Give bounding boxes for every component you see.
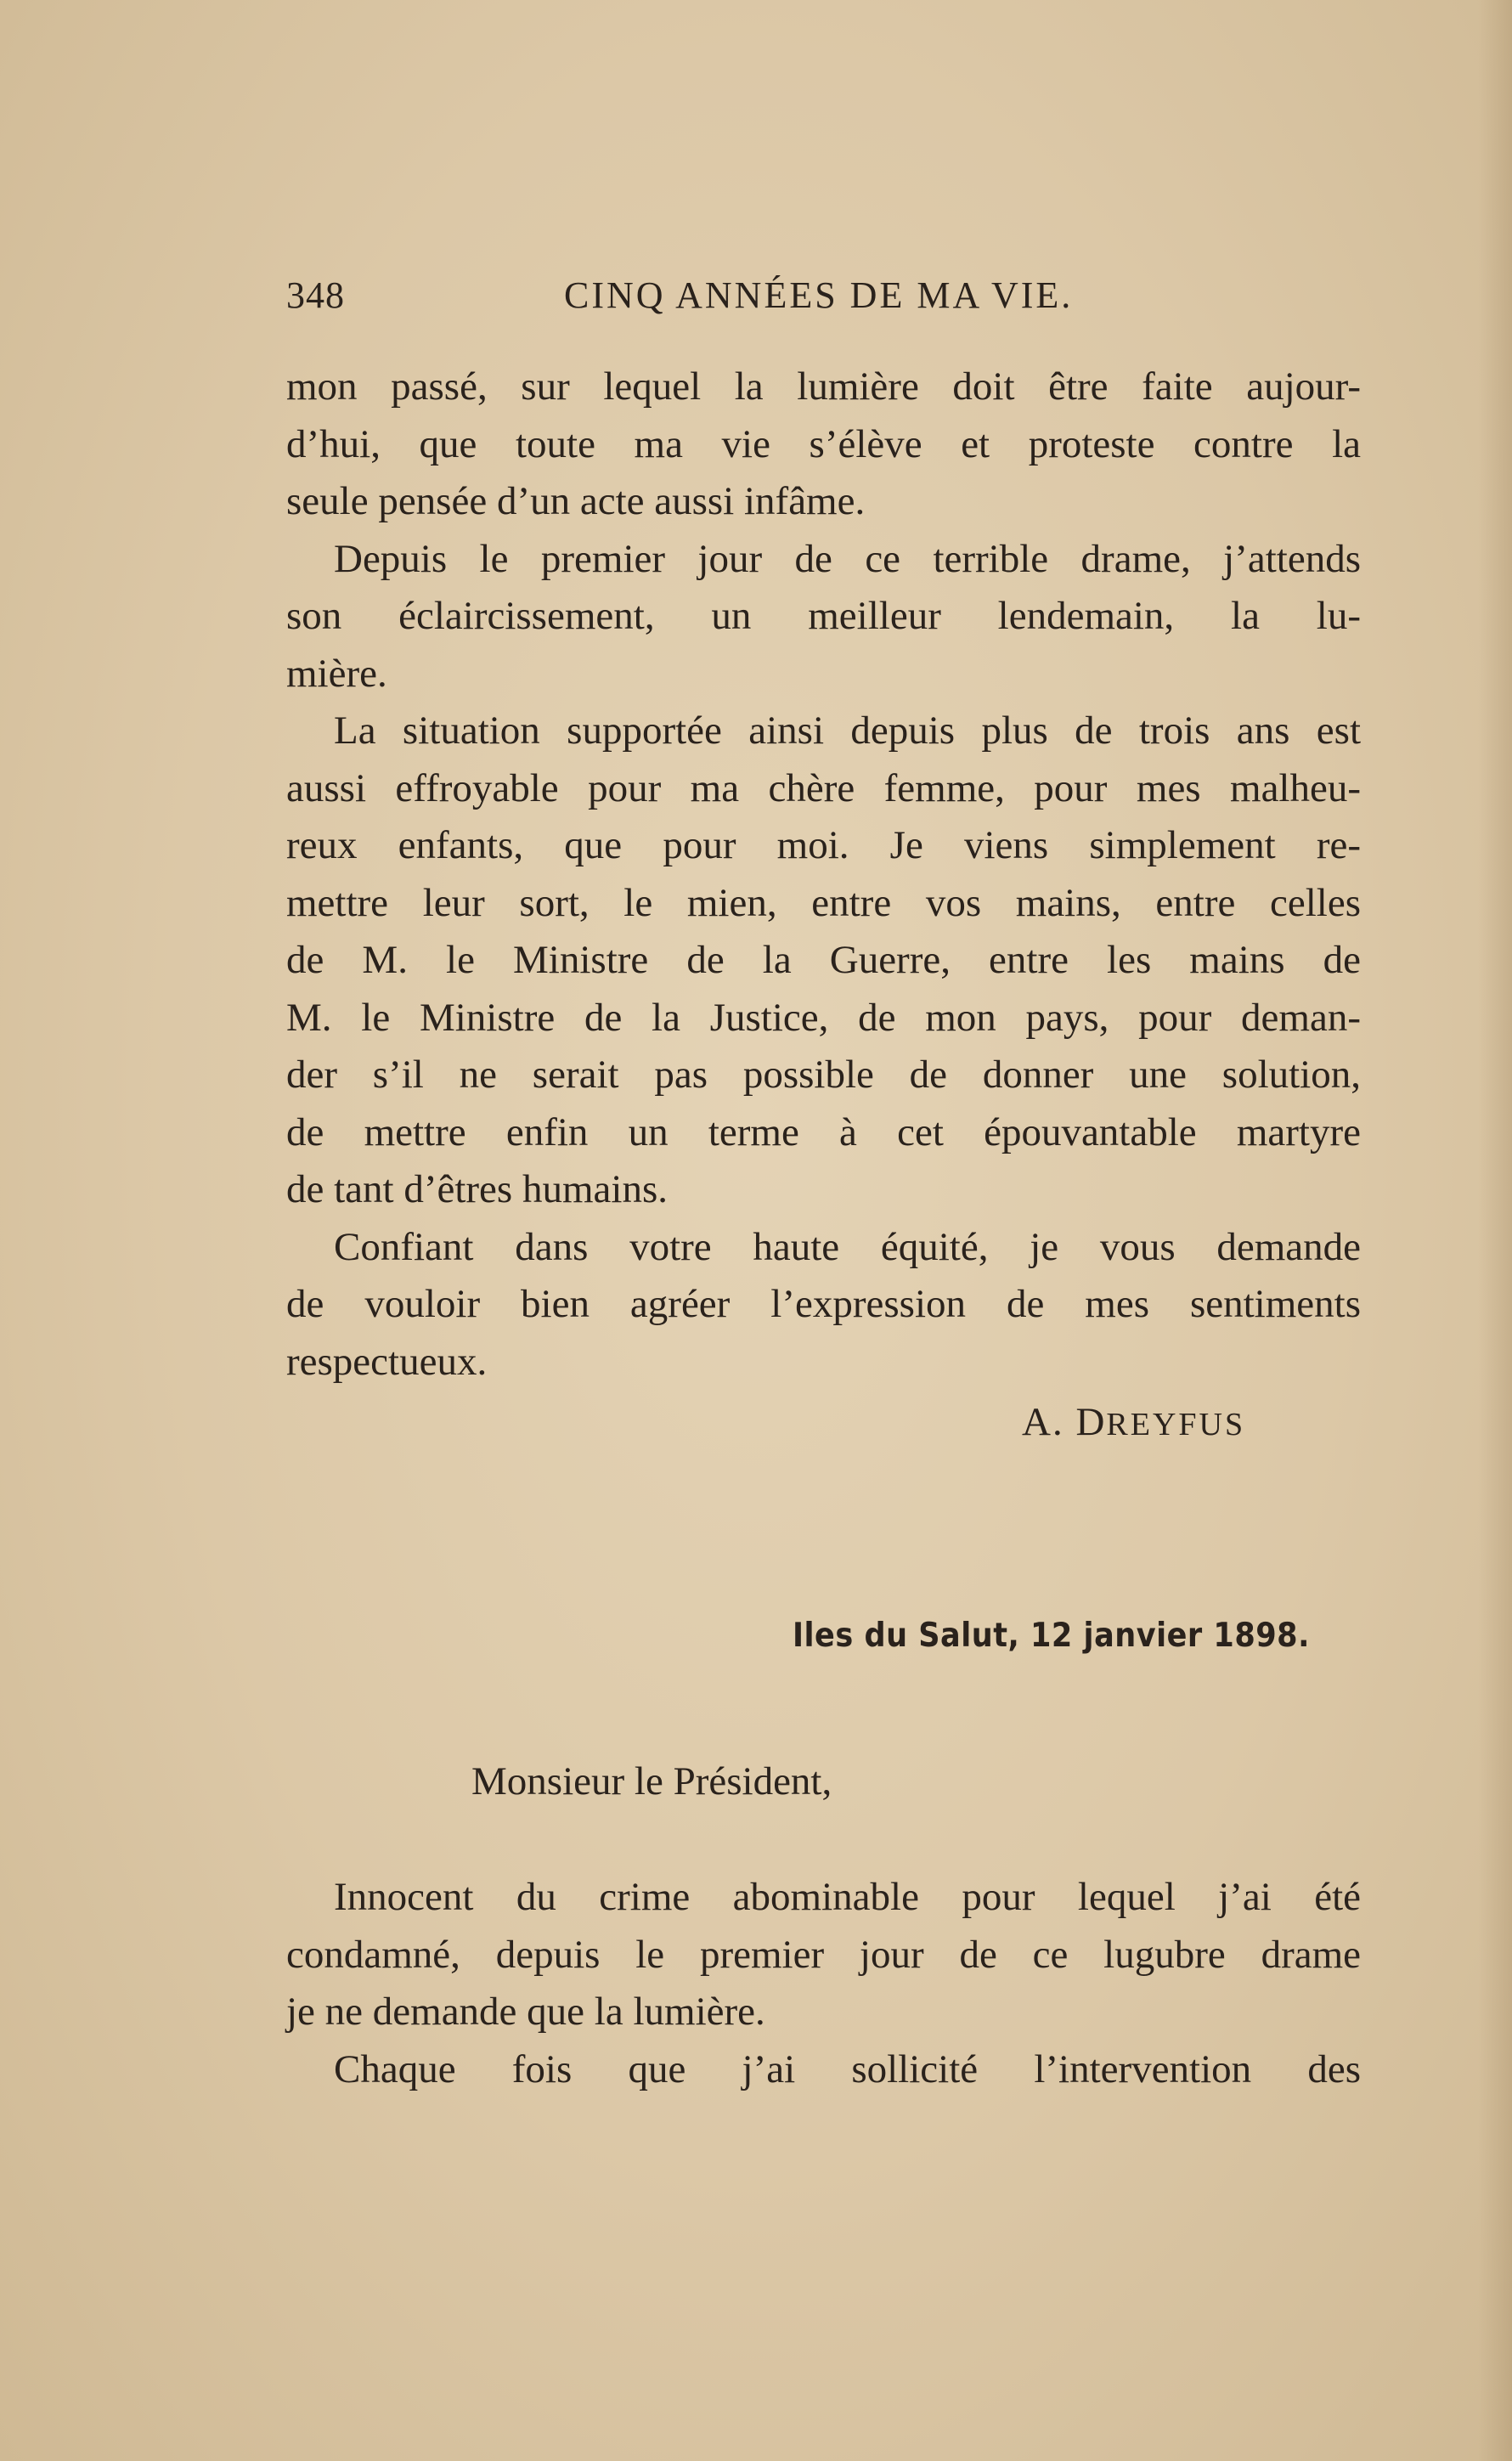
text-line: der s’il ne serait pas possible de donner une solution, — [286, 1053, 1361, 1097]
text-line: Depuis le premier jour de ce terrible drame, j’attends — [334, 536, 1361, 581]
text-line: d’hui, que toute ma vie s’élève et proteste contre la — [286, 421, 1361, 466]
text-line: condamné, depuis le premier jour de ce lugubre drame — [286, 1932, 1361, 1977]
text-line: Confiant dans votre haute équité, je vous demande — [334, 1224, 1361, 1269]
text-line: Chaque fois que j’ai sollicité l’intervention des — [334, 2046, 1361, 2091]
text-line: de tant d’êtres humains. — [286, 1167, 668, 1211]
letter-body-previous — [286, 358, 1361, 1391]
text-line: reux enfants, que pour moi. Je viens simplement re- — [286, 823, 1361, 867]
text-line: de vouloir bien agréer l’expression de mes sentiments — [286, 1282, 1361, 1326]
dateline: Iles du Salut, 12 janvier 1898. — [793, 1617, 1310, 1655]
signature-surname: REYFUS — [1106, 1407, 1246, 1442]
text-line: M. le Ministre de la Justice, de mon pays, pour deman- — [286, 995, 1361, 1040]
running-title: CINQ ANNÉES DE MA VIE. — [564, 274, 1074, 316]
text-line: son éclaircissement, un meilleur lendemain, la lu- — [286, 594, 1361, 638]
page-header — [286, 274, 1361, 325]
text-line: aussi effroyable pour ma chère femme, pour mes malheu- — [286, 765, 1361, 810]
letter-body-new — [286, 1869, 1361, 2098]
text-line: Innocent du crime abominable pour lequel j’ai été — [334, 1875, 1361, 1919]
text-line: La situation supportée ainsi depuis plus de trois ans est — [334, 708, 1361, 753]
text-line: de M. le Ministre de la Guerre, entre les mains de — [286, 938, 1361, 982]
signature — [1022, 1399, 1245, 1445]
salutation: Monsieur le Président, — [471, 1759, 832, 1803]
text-line: mon passé, sur lequel la lumière doit être faite aujour- — [286, 364, 1361, 409]
text-line: seule pensée d’un acte aussi infâme. — [286, 479, 866, 523]
page-number: 348 — [286, 274, 345, 316]
text-line: mettre leur sort, le mien, entre vos mains, entre celles — [286, 880, 1361, 925]
text-line: mière. — [286, 651, 387, 696]
text-line: je ne demande que la lumière. — [286, 1990, 765, 2034]
text-line: respectueux. — [286, 1339, 488, 1384]
text-line: de mettre enfin un terme à cet épouvantable martyre — [286, 1109, 1361, 1154]
signature-initial: A. D — [1022, 1400, 1107, 1444]
